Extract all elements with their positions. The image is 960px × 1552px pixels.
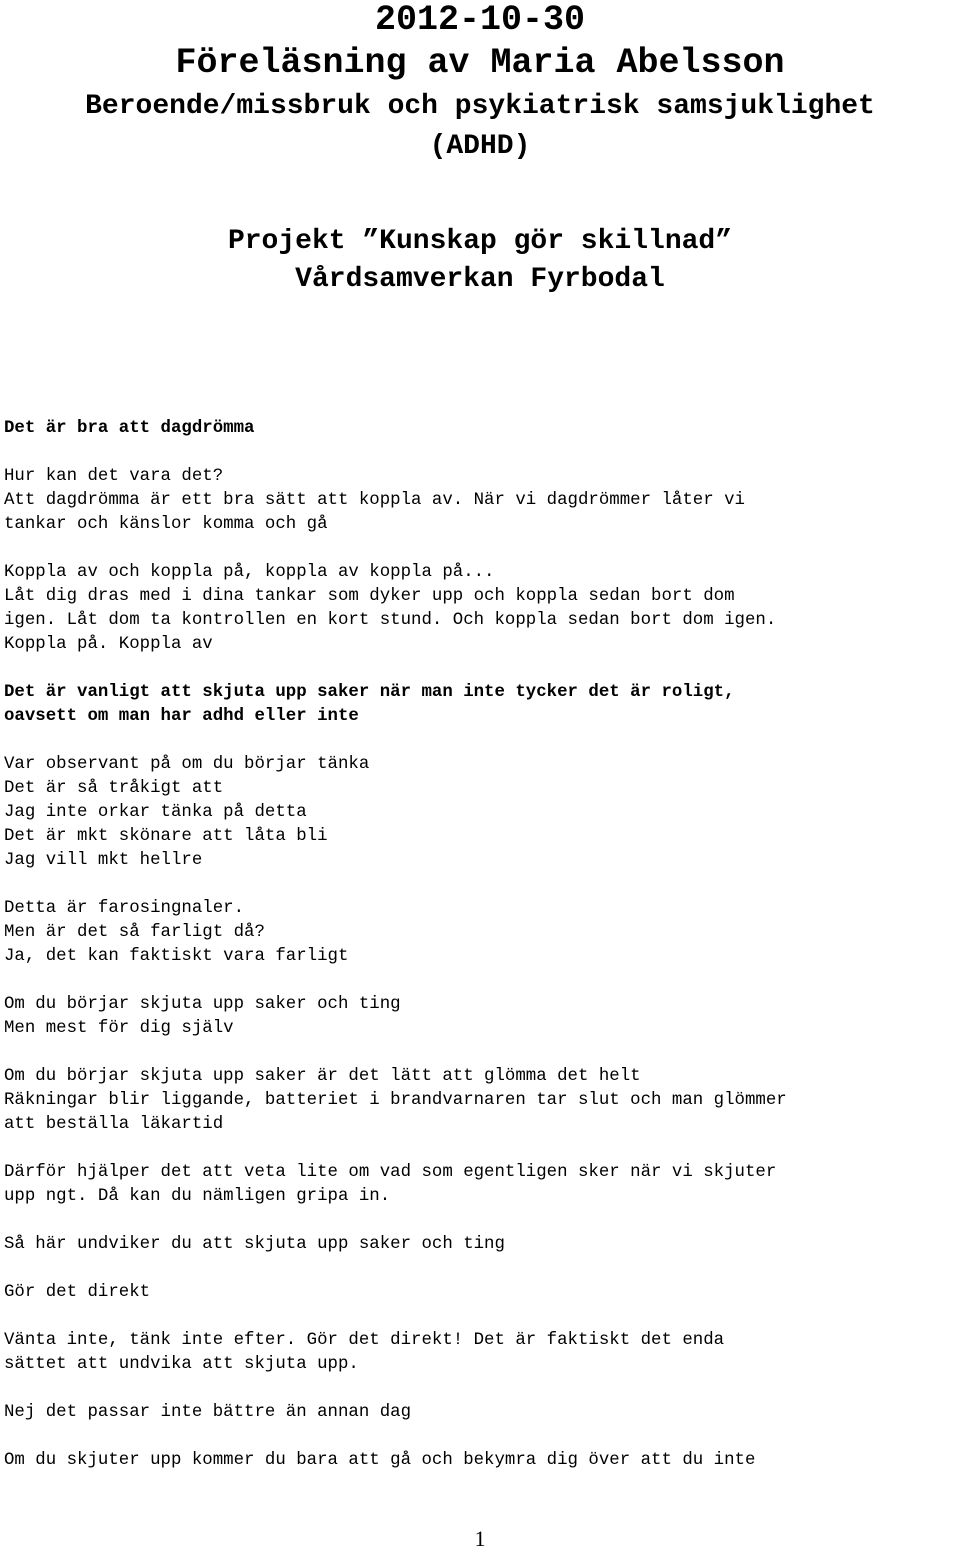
paragraph [4, 1065, 958, 1137]
text-line: Så här undviker du att skjuta upp saker och ting [4, 1235, 505, 1254]
paragraph [4, 465, 958, 537]
text-line: Det är vanligt att skjuta upp saker när man inte tycker det är roligt, [4, 683, 735, 702]
text-line: Koppla på. Koppla av [4, 635, 213, 654]
text-line: Ja, det kan faktiskt vara farligt [4, 947, 349, 966]
bold-paragraph [4, 417, 958, 441]
paragraph [4, 993, 958, 1041]
text-line: sättet att undvika att skjuta upp. [4, 1355, 359, 1374]
text-line: Det är mkt skönare att låta bli [4, 827, 328, 846]
text-line: Om du börjar skjuta upp saker är det lätt att glömma det helt [4, 1067, 641, 1086]
text-line: Att dagdrömma är ett bra sätt att koppla av. När vi dagdrömmer låter vi [4, 491, 745, 510]
text-line: igen. Låt dom ta kontrollen en kort stund. Och koppla sedan bort dom igen. [4, 611, 777, 630]
text-line: Det är så tråkigt att [4, 779, 224, 798]
document-header [0, 0, 960, 299]
text-line: Nej det passar inte bättre än annan dag [4, 1403, 412, 1422]
text-line: Gör det direkt [4, 1283, 151, 1302]
text-line: Om du börjar skjuta upp saker och ting [4, 995, 401, 1014]
text-line: Det är bra att dagdrömma [4, 419, 255, 438]
text-line: Men är det så farligt då? [4, 923, 265, 942]
paragraph [4, 1401, 958, 1425]
text-line: att beställa läkartid [4, 1115, 224, 1134]
paragraph [4, 1161, 958, 1209]
text-line: tankar och känslor komma och gå [4, 515, 328, 534]
text-line: Hur kan det vara det? [4, 467, 224, 486]
lecture-title: Föreläsning av Maria Abelsson [175, 43, 785, 83]
text-line: Jag vill mkt hellre [4, 851, 203, 870]
lecture-date: 2012-10-30 [374, 0, 586, 40]
paragraph [4, 753, 958, 873]
page-number: 1 [474, 1526, 486, 1551]
text-line: Räkningar blir liggande, batteriet i brandvarnaren tar slut och man glömmer [4, 1091, 787, 1110]
paragraph [4, 1281, 958, 1305]
text-line: Därför hjälper det att veta lite om vad som egentligen sker när vi skjuter [4, 1163, 777, 1182]
lecture-subtitle-adhd: (ADHD) [429, 131, 531, 162]
text-line: Men mest för dig själv [4, 1019, 234, 1038]
paragraph [4, 1233, 958, 1257]
text-line: oavsett om man har adhd eller inte [4, 707, 359, 726]
text-line: Vänta inte, tänk inte efter. Gör det direkt! Det är faktiskt det enda [4, 1331, 725, 1350]
project-name: Projekt ”Kunskap gör skillnad” [227, 226, 733, 257]
organization-name: Vårdsamverkan Fyrbodal [295, 264, 665, 295]
text-line: Jag inte orkar tänka på detta [4, 803, 307, 822]
paragraph [4, 1449, 958, 1473]
text-line: Detta är farosingnaler. [4, 899, 245, 918]
text-line: Låt dig dras med i dina tankar som dyker upp och koppla sedan bort dom [4, 587, 735, 606]
bold-paragraph [4, 681, 958, 729]
paragraph [4, 561, 958, 657]
lecture-subtitle: Beroende/missbruk och psykiatrisk samsjuklighet [85, 91, 875, 122]
text-line: Koppla av och koppla på, koppla av koppla på... [4, 563, 495, 582]
text-line: Om du skjuter upp kommer du bara att gå och bekymra dig över att du inte [4, 1451, 756, 1470]
paragraph [4, 897, 958, 969]
text-line: upp ngt. Då kan du nämligen gripa in. [4, 1187, 391, 1206]
text-line: Var observant på om du börjar tänka [4, 755, 370, 774]
document-body [4, 417, 958, 1497]
paragraph [4, 1329, 958, 1377]
